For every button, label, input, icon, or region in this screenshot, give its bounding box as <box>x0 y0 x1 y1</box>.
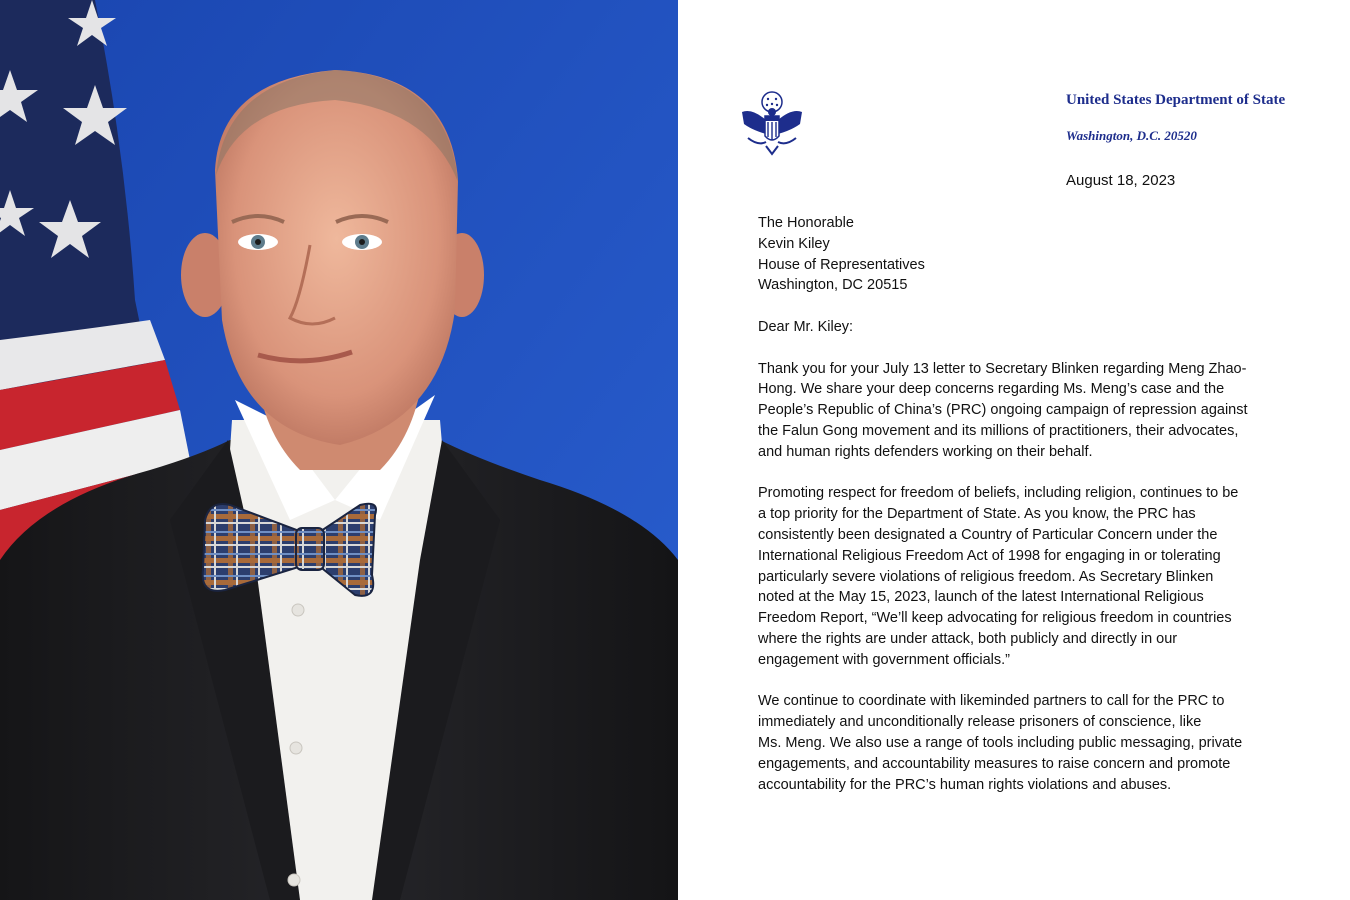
state-department-seal-icon <box>738 90 806 156</box>
paragraph-line: consistently been designated a Country of Particular Concern under the <box>758 526 1218 543</box>
paragraph-line: Thank you for your July 13 letter to Secretary Blinken regarding Meng Zhao- <box>758 360 1247 377</box>
paragraph-line: noted at the May 15, 2023, launch of the latest International Religious <box>758 589 1204 606</box>
address-line: Kevin Kiley <box>758 235 830 252</box>
letter-body <box>758 213 1288 795</box>
paragraph-line: Promoting respect for freedom of beliefs, including religion, continues to be <box>758 485 1239 502</box>
paragraph-line: where the rights are under attack, both publicly and directly in our <box>758 630 1178 647</box>
paragraph-line: Freedom Report, “We’ll keep advocating for religious freedom in countries <box>758 610 1232 627</box>
paragraph-line: a top priority for the Department of State. As you know, the PRC has <box>758 506 1196 523</box>
letter-page <box>678 0 1350 900</box>
paragraph-line: International Religious Freedom Act of 1998 for engaging in or tolerating <box>758 547 1221 564</box>
paragraph-line: and human rights defenders working on their behalf. <box>758 443 1093 460</box>
letterhead-city: Washington, D.C. 20520 <box>1066 128 1197 143</box>
address-line: The Honorable <box>758 215 854 231</box>
paragraph-line: engagements, and accountability measures to raise concern and promote <box>758 755 1231 772</box>
paragraph-line: engagement with government officials.” <box>758 651 1011 668</box>
paragraph-2 <box>758 483 1288 670</box>
address-line: House of Representatives <box>758 256 925 273</box>
address-line: Washington, DC 20515 <box>758 277 908 294</box>
paragraph-line: We continue to coordinate with likeminded partners to call for the PRC to <box>758 693 1225 710</box>
salutation: Dear Mr. Kiley: <box>758 318 854 335</box>
paragraph-line: the Falun Gong movement and its millions of practitioners, their advocates, <box>758 422 1239 439</box>
paragraph-line: particularly severe violations of religious freedom. As Secretary Blinken <box>758 568 1214 585</box>
letterhead-department: United States Department of State <box>1066 92 1286 108</box>
paragraph-line: immediately and unconditionally release prisoners of conscience, like <box>758 714 1202 731</box>
letter-date: August 18, 2023 <box>1066 172 1176 189</box>
paragraph-1 <box>758 359 1288 463</box>
paragraph-3 <box>758 691 1288 795</box>
paragraph-line: Hong. We share your deep concerns regarding Ms. Meng’s case and the <box>758 381 1225 398</box>
paragraph-line: People’s Republic of China’s (PRC) ongoing campaign of repression against <box>758 402 1248 419</box>
paragraph-line: accountability for the PRC’s human rights violations and abuses. <box>758 776 1172 793</box>
paragraph-line: Ms. Meng. We also use a range of tools including public messaging, private <box>758 734 1243 751</box>
recipient-address <box>758 213 1288 296</box>
